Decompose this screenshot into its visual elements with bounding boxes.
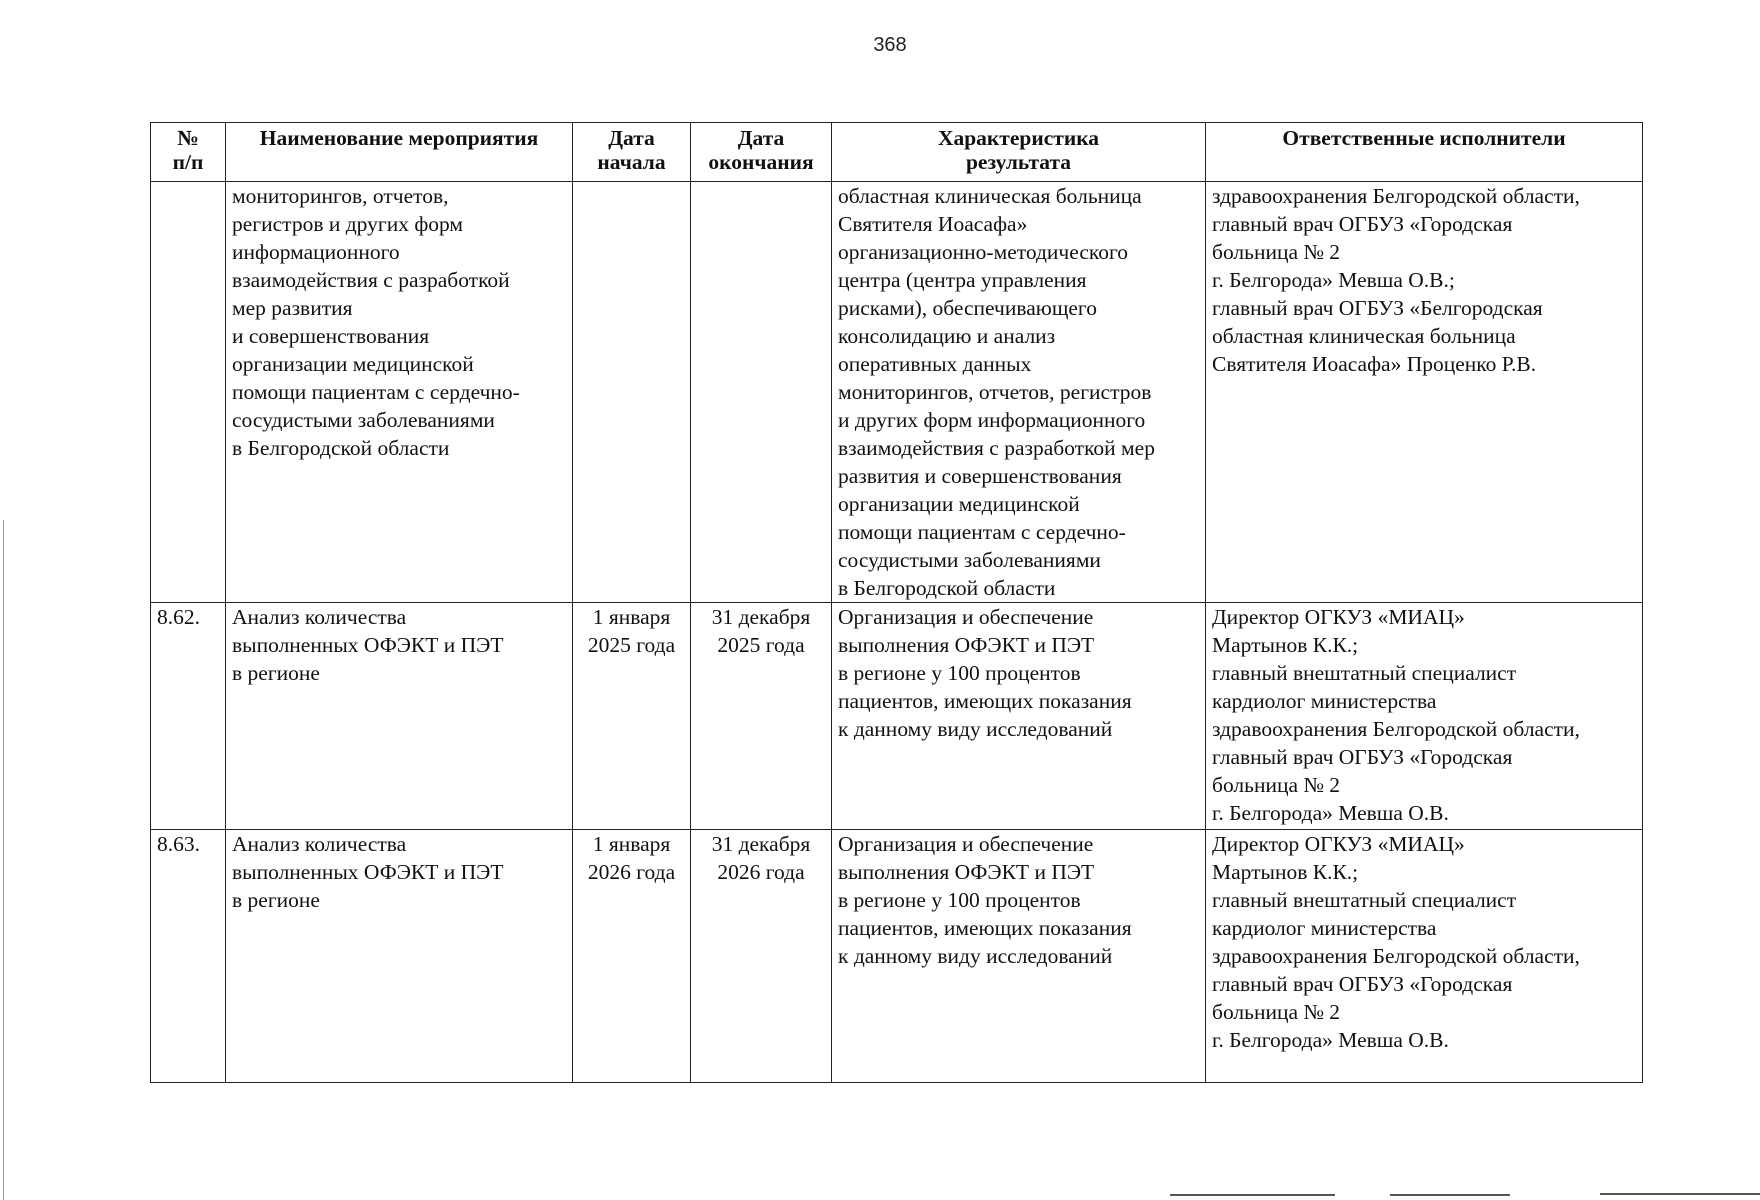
- text-line: №: [177, 126, 199, 150]
- text-line: Дата: [737, 126, 785, 150]
- header-start-date: [573, 123, 691, 182]
- text-line: Ответственные исполнители: [1282, 126, 1566, 150]
- text-line: здравоохранения Белгородской области,: [1212, 184, 1580, 208]
- text-line: 1 января: [592, 832, 671, 856]
- text-line: выполненных ОФЭКТ и ПЭТ: [232, 633, 504, 657]
- text-line: Организация и обеспечение: [838, 605, 1094, 629]
- text-line: в регионе: [232, 661, 320, 685]
- cell-name: [226, 182, 573, 603]
- text-line: мониторингов, отчетов, регистров: [838, 380, 1152, 404]
- text-line: в регионе: [232, 888, 320, 912]
- text-line: начала: [597, 150, 666, 174]
- cell-name: [226, 603, 573, 830]
- text-line: выполненных ОФЭКТ и ПЭТ: [232, 860, 504, 884]
- text-line: взаимодействия с разработкой: [232, 268, 510, 292]
- scan-edge-line: [3, 520, 4, 1200]
- text-line: помощи пациентам с сердечно-: [838, 520, 1126, 544]
- text-line: 8.63.: [157, 832, 200, 856]
- cell-result: [832, 603, 1206, 830]
- text-line: результата: [965, 150, 1072, 174]
- text-line: к данному виду исследований: [838, 717, 1113, 741]
- table-row: [151, 182, 1643, 603]
- header-responsible: [1206, 123, 1643, 182]
- text-line: в регионе у 100 процентов: [838, 888, 1081, 912]
- header-result: [832, 123, 1206, 182]
- text-line: Организация и обеспечение: [838, 832, 1094, 856]
- text-line: областная клиническая больница: [838, 184, 1142, 208]
- text-line: в Белгородской области: [838, 576, 1056, 600]
- header-end-date: [691, 123, 832, 182]
- text-line: Анализ количества: [232, 605, 407, 629]
- text-line: Мартынов К.К.;: [1212, 860, 1359, 884]
- text-line: Дата: [608, 126, 655, 150]
- text-line: Директор ОГКУЗ «МИАЦ»: [1212, 832, 1465, 856]
- header-num: [151, 123, 226, 182]
- text-line: организационно-методического: [838, 240, 1128, 264]
- text-line: в Белгородской области: [232, 436, 450, 460]
- cell-responsible: [1206, 182, 1643, 603]
- text-line: 8.62.: [157, 605, 200, 629]
- text-line: г. Белгорода» Мевша О.В.: [1212, 1028, 1449, 1052]
- text-line: Святителя Иоасафа» Проценко Р.В.: [1212, 352, 1537, 376]
- text-line: организации медицинской: [232, 352, 474, 376]
- text-line: сосудистыми заболеваниями: [232, 408, 495, 432]
- text-line: сосудистыми заболеваниями: [838, 548, 1101, 572]
- text-line: кардиолог министерства: [1212, 689, 1437, 713]
- text-line: главный врач ОГБУЗ «Городская: [1212, 745, 1513, 769]
- text-line: кардиолог министерства: [1212, 916, 1437, 940]
- table-row: [151, 603, 1643, 830]
- text-line: Директор ОГКУЗ «МИАЦ»: [1212, 605, 1465, 629]
- text-line: областная клиническая больница: [1212, 324, 1516, 348]
- text-line: информационного: [232, 240, 400, 264]
- header-name: [226, 123, 573, 182]
- text-line: мер развития: [232, 296, 353, 320]
- text-line: регистров и других форм: [232, 212, 464, 236]
- scan-stroke: [1390, 1194, 1510, 1196]
- measures-table: [150, 122, 1643, 1083]
- text-line: центра (центра управления: [838, 268, 1087, 292]
- text-line: развития и совершенствования: [838, 464, 1122, 488]
- cell-result: [832, 182, 1206, 603]
- cell-num: [151, 830, 226, 1083]
- text-line: 2026 года: [717, 860, 805, 884]
- text-line: пациентов, имеющих показания: [838, 916, 1132, 940]
- text-line: рисками), обеспечивающего: [838, 296, 1097, 320]
- cell-end-date: [691, 603, 832, 830]
- text-line: мониторингов, отчетов,: [232, 184, 449, 208]
- text-line: Анализ количества: [232, 832, 407, 856]
- text-line: оперативных данных: [838, 352, 1032, 376]
- text-line: г. Белгорода» Мевша О.В.;: [1212, 268, 1455, 292]
- text-line: пациентов, имеющих показания: [838, 689, 1132, 713]
- scan-stroke: [1170, 1194, 1335, 1196]
- scan-stroke: [1600, 1193, 1760, 1195]
- text-line: Мартынов К.К.;: [1212, 633, 1359, 657]
- text-line: Наименование мероприятия: [259, 126, 539, 150]
- text-line: главный врач ОГБУЗ «Белгородская: [1212, 296, 1543, 320]
- text-line: 31 декабря: [711, 605, 811, 629]
- text-line: в регионе у 100 процентов: [838, 661, 1081, 685]
- cell-num: [151, 182, 226, 603]
- text-line: помощи пациентам с сердечно-: [232, 380, 520, 404]
- text-line: к данному виду исследований: [838, 944, 1113, 968]
- text-line: главный внештатный специалист: [1212, 661, 1517, 685]
- text-line: выполнения ОФЭКТ и ПЭТ: [838, 860, 1095, 884]
- text-line: здравоохранения Белгородской области,: [1212, 944, 1580, 968]
- text-line: и других форм информационного: [838, 408, 1146, 432]
- text-line: больница № 2: [1212, 240, 1341, 264]
- text-line: консолидацию и анализ: [838, 324, 1056, 348]
- text-line: г. Белгорода» Мевша О.В.: [1212, 801, 1449, 825]
- text-line: главный внештатный специалист: [1212, 888, 1517, 912]
- cell-num: [151, 603, 226, 830]
- text-line: главный врач ОГБУЗ «Городская: [1212, 972, 1513, 996]
- cell-responsible: [1206, 830, 1643, 1083]
- text-line: выполнения ОФЭКТ и ПЭТ: [838, 633, 1095, 657]
- text-line: Характеристика: [937, 126, 1100, 150]
- cell-start-date: [573, 182, 691, 603]
- text-line: и совершенствования: [232, 324, 430, 348]
- cell-start-date: [573, 830, 691, 1083]
- table-row: [151, 830, 1643, 1083]
- text-line: окончания: [708, 150, 814, 174]
- text-line: 2025 года: [717, 633, 805, 657]
- page-number: 368: [873, 34, 907, 56]
- text-line: 2025 года: [587, 633, 676, 657]
- text-line: п/п: [172, 150, 204, 174]
- text-line: главный врач ОГБУЗ «Городская: [1212, 212, 1513, 236]
- text-line: Святителя Иоасафа»: [838, 212, 1028, 236]
- cell-responsible: [1206, 603, 1643, 830]
- text-line: взаимодействия с разработкой мер: [838, 436, 1155, 460]
- cell-end-date: [691, 830, 832, 1083]
- text-line: организации медицинской: [838, 492, 1080, 516]
- cell-start-date: [573, 603, 691, 830]
- cell-end-date: [691, 182, 832, 603]
- table-header-row: [151, 123, 1643, 182]
- cell-result: [832, 830, 1206, 1083]
- text-line: больница № 2: [1212, 1000, 1341, 1024]
- text-line: 31 декабря: [711, 832, 811, 856]
- text-line: здравоохранения Белгородской области,: [1212, 717, 1580, 741]
- text-line: больница № 2: [1212, 773, 1341, 797]
- text-line: 1 января: [592, 605, 671, 629]
- cell-name: [226, 830, 573, 1083]
- text-line: 2026 года: [587, 860, 676, 884]
